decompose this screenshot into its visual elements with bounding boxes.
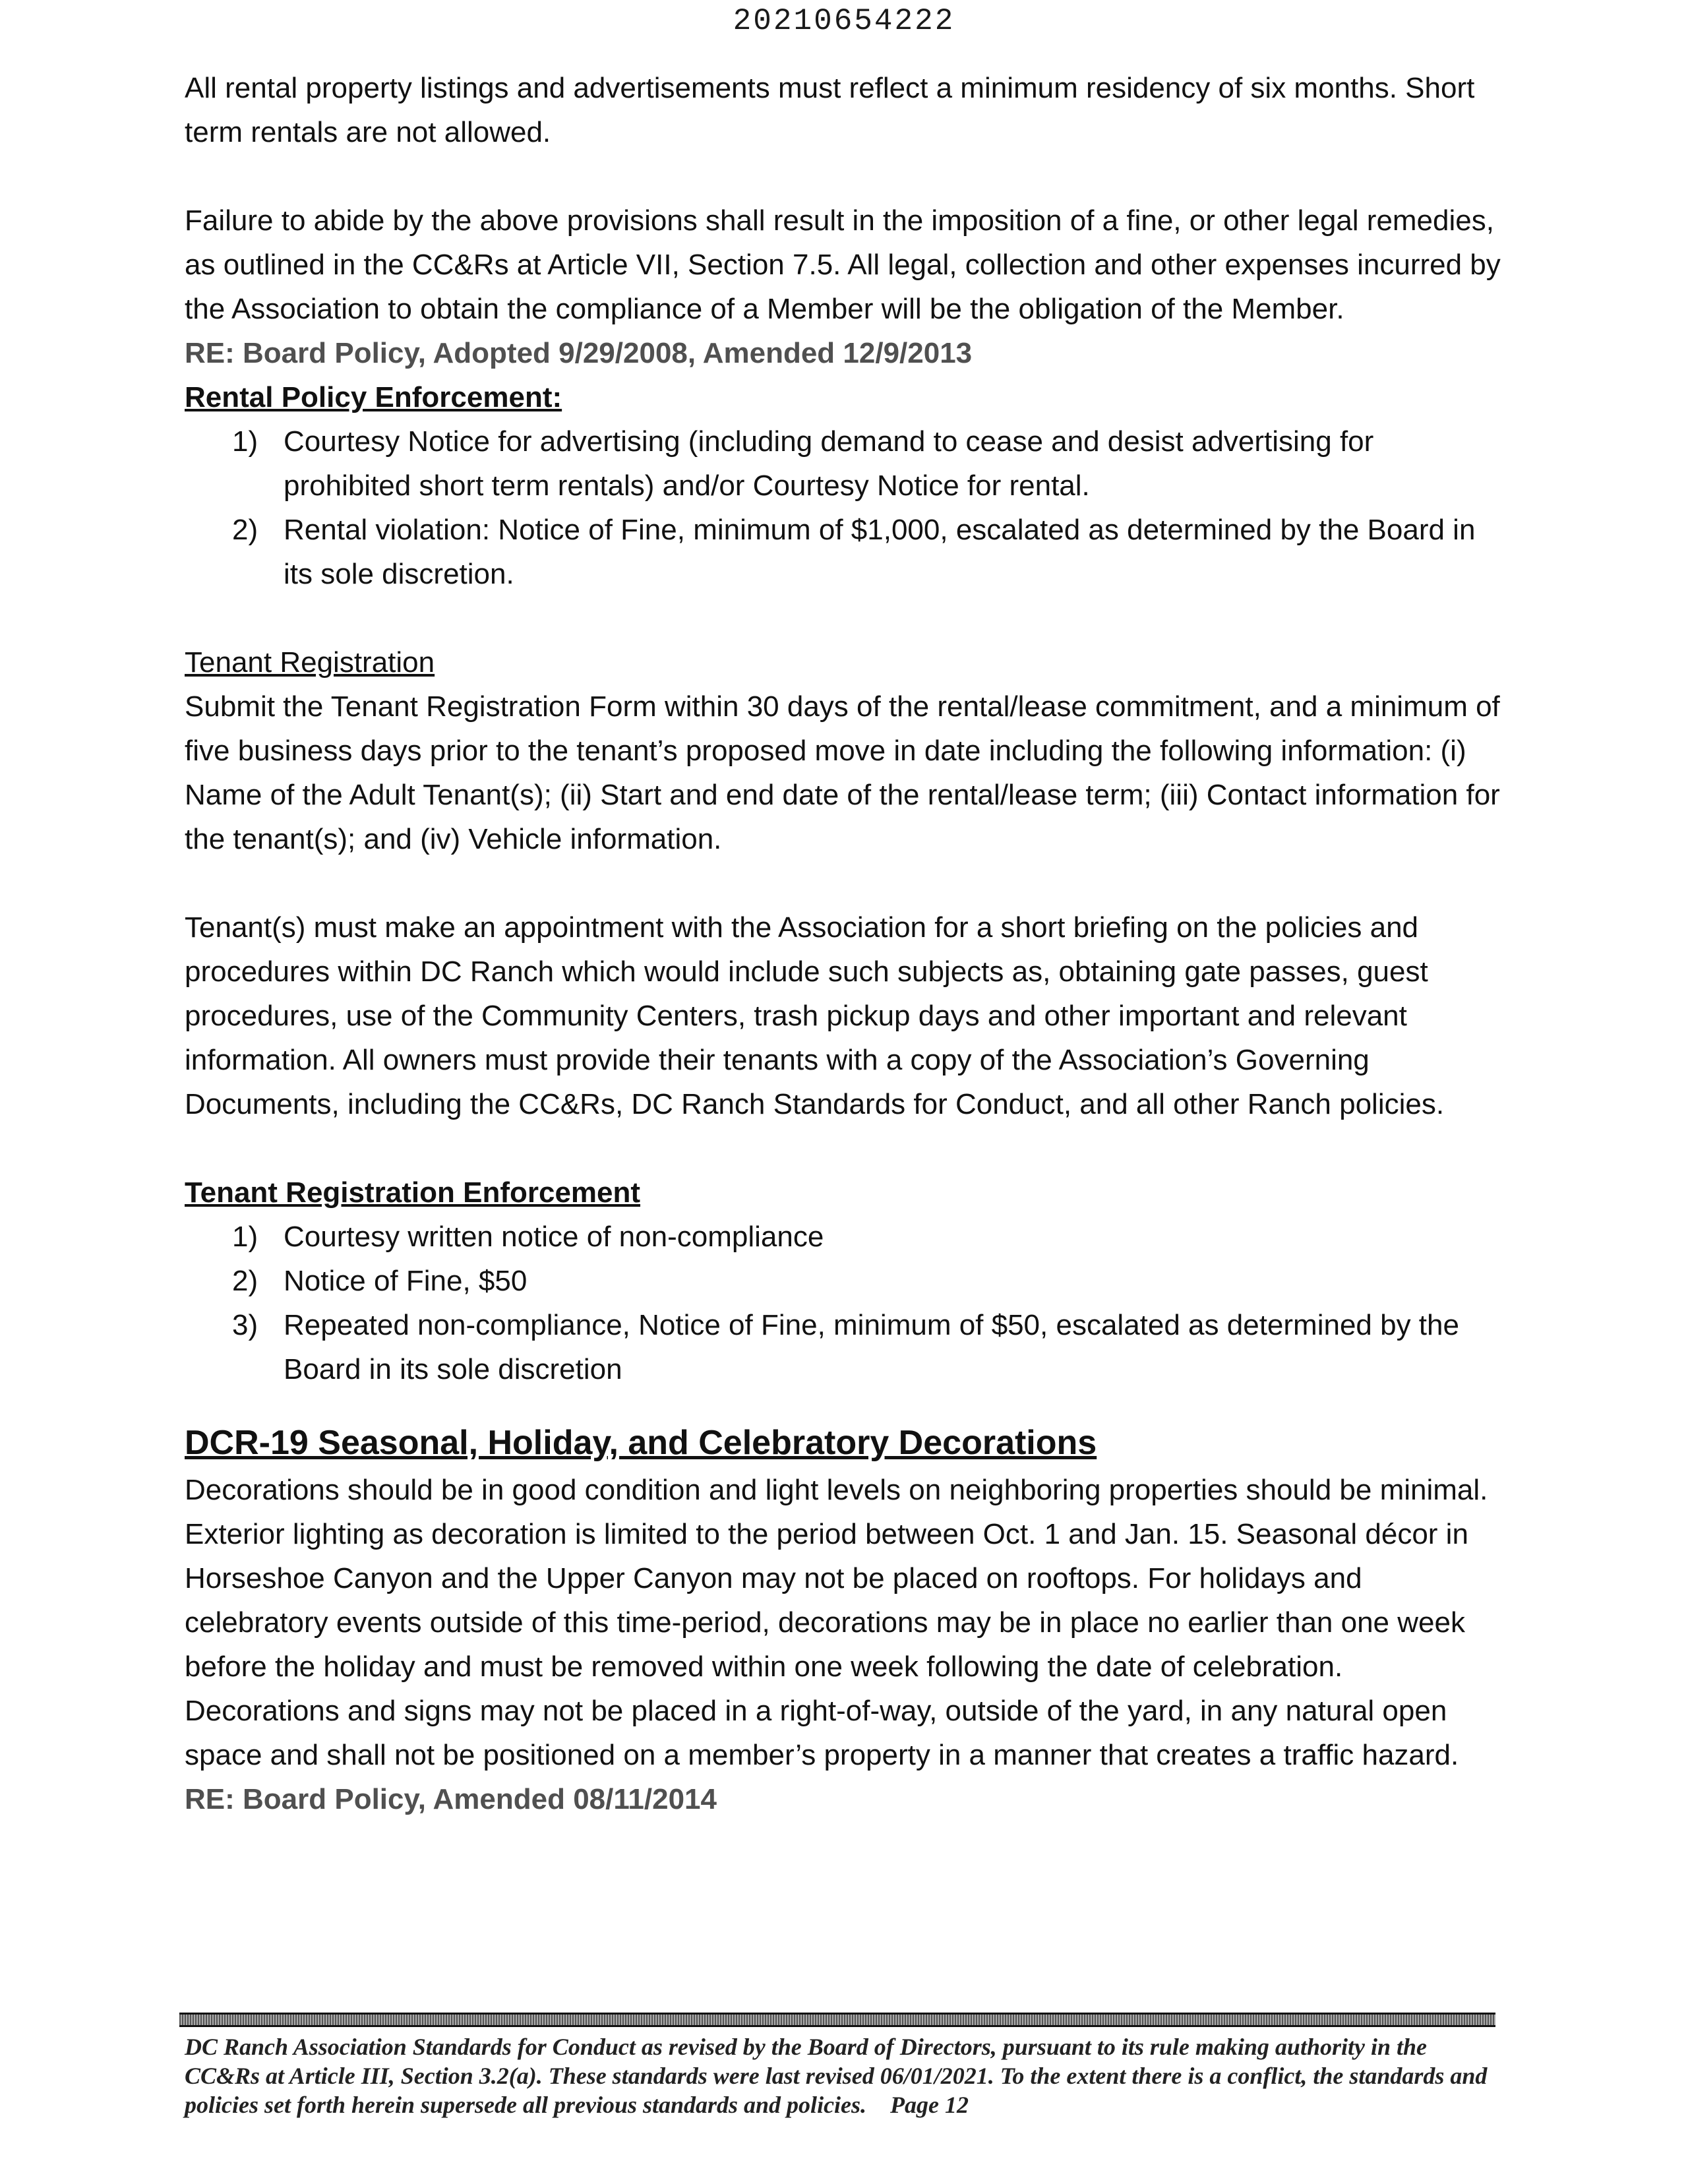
dcr19-section-title: DCR-19 Seasonal, Holiday, and Celebratory Decorations xyxy=(185,1424,1097,1462)
footer-text: DC Ranch Association Standards for Conduct as revised by the Board of Directors, pursuant to its rule making authority in the CC&Rs at Article III, Section 3.2(a). These standards were last revised 06/01/2021. To the extent there is a conflict, the standards and policies set forth herein supersede all previous standards and policies. xyxy=(185,2034,1488,2118)
tenant-enforcement-heading: Tenant Registration Enforcement xyxy=(185,1176,641,1209)
list-item-text: Rental violation: Notice of Fine, minimum of $1,000, escalated as determined by the Board in its sole discretion. xyxy=(284,514,1476,590)
tenant-enforcement-list xyxy=(185,1215,1503,1391)
list-item-number: 2) xyxy=(232,1265,258,1297)
list-item-number: 1) xyxy=(232,1221,258,1253)
rental-enforcement-list xyxy=(185,419,1503,596)
rental-listing-paragraph: All rental property listings and advertisements must reflect a minimum residency of six months. Short term rentals are not allowed. xyxy=(185,72,1475,148)
list-item xyxy=(232,1303,1503,1391)
document-number: 20210654222 xyxy=(733,4,955,38)
tenant-registration-heading: Tenant Registration xyxy=(185,646,435,679)
rental-enforcement-heading: Rental Policy Enforcement: xyxy=(185,381,562,413)
rental-policy-reference: RE: Board Policy, Adopted 9/29/2008, Amended 12/9/2013 xyxy=(185,337,973,369)
dcr19-body-paragraph: Decorations should be in good condition and light levels on neighboring properties should be minimal. Exterior lighting as decoration is limited to the period between Oct. 1 and Jan. 15. Seasonal décor in Horseshoe Canyon and the Upper Canyon may not be placed on rooftops. For holidays and celebratory events outside of this time-period, decorations may be in place no earlier than one week before the holiday and must be removed within one week following the date of celebration. Decorations and signs may not be placed in a right-of-way, outside of the yard, in any natural open space and shall not be positioned on a member’s property in a manner that creates a traffic hazard. xyxy=(185,1474,1488,1771)
dcr19-policy-reference: RE: Board Policy, Amended 08/11/2014 xyxy=(185,1783,717,1815)
page-footer xyxy=(185,2032,1503,2119)
tenant-briefing-paragraph: Tenant(s) must make an appointment with the Association for a short briefing on the policies and procedures within DC Ranch which would include such subjects as, obtaining gate passes, guest procedures, use of the Community Centers, trash pickup days and other important and relevant information. All owners must provide their tenants with a copy of the Association’s Governing Documents, including the CC&Rs, DC Ranch Standards for Conduct, and all other Ranch policies. xyxy=(185,911,1445,1120)
list-item xyxy=(232,1259,1503,1303)
list-item xyxy=(232,508,1503,596)
list-item xyxy=(232,419,1503,508)
list-item-number: 3) xyxy=(232,1309,258,1341)
tenant-form-paragraph: Submit the Tenant Registration Form within 30 days of the rental/lease commitment, and a minimum of five business days prior to the tenant’s proposed move in date including the following information: (i) Name of the Adult Tenant(s); (ii) Start and end date of the rental/lease term; (iii) Contact information for the tenant(s); and (iv) Vehicle information. xyxy=(185,690,1500,855)
page-content xyxy=(185,66,1503,1821)
failure-paragraph: Failure to abide by the above provisions shall result in the imposition of a fine, or other legal remedies, as outlined in the CC&Rs at Article VII, Section 7.5. All legal, collection and other expenses incurred by the Association to obtain the compliance of a Member will be the obligation of the Member. xyxy=(185,204,1501,325)
list-item-text: Courtesy written notice of non-compliance xyxy=(284,1221,824,1253)
list-item-text: Courtesy Notice for advertising (including demand to cease and desist advertising for prohibited short term rentals) and/or Courtesy Notice for rental. xyxy=(284,425,1374,502)
page-number: Page 12 xyxy=(890,2092,969,2118)
list-item-text: Notice of Fine, $50 xyxy=(284,1265,528,1297)
list-item xyxy=(232,1215,1503,1259)
list-item-number: 1) xyxy=(232,425,258,458)
list-item-text: Repeated non-compliance, Notice of Fine, minimum of $50, escalated as determined by the Board in its sole discretion xyxy=(284,1309,1459,1385)
list-item-number: 2) xyxy=(232,514,258,546)
footer-divider xyxy=(179,2013,1495,2027)
